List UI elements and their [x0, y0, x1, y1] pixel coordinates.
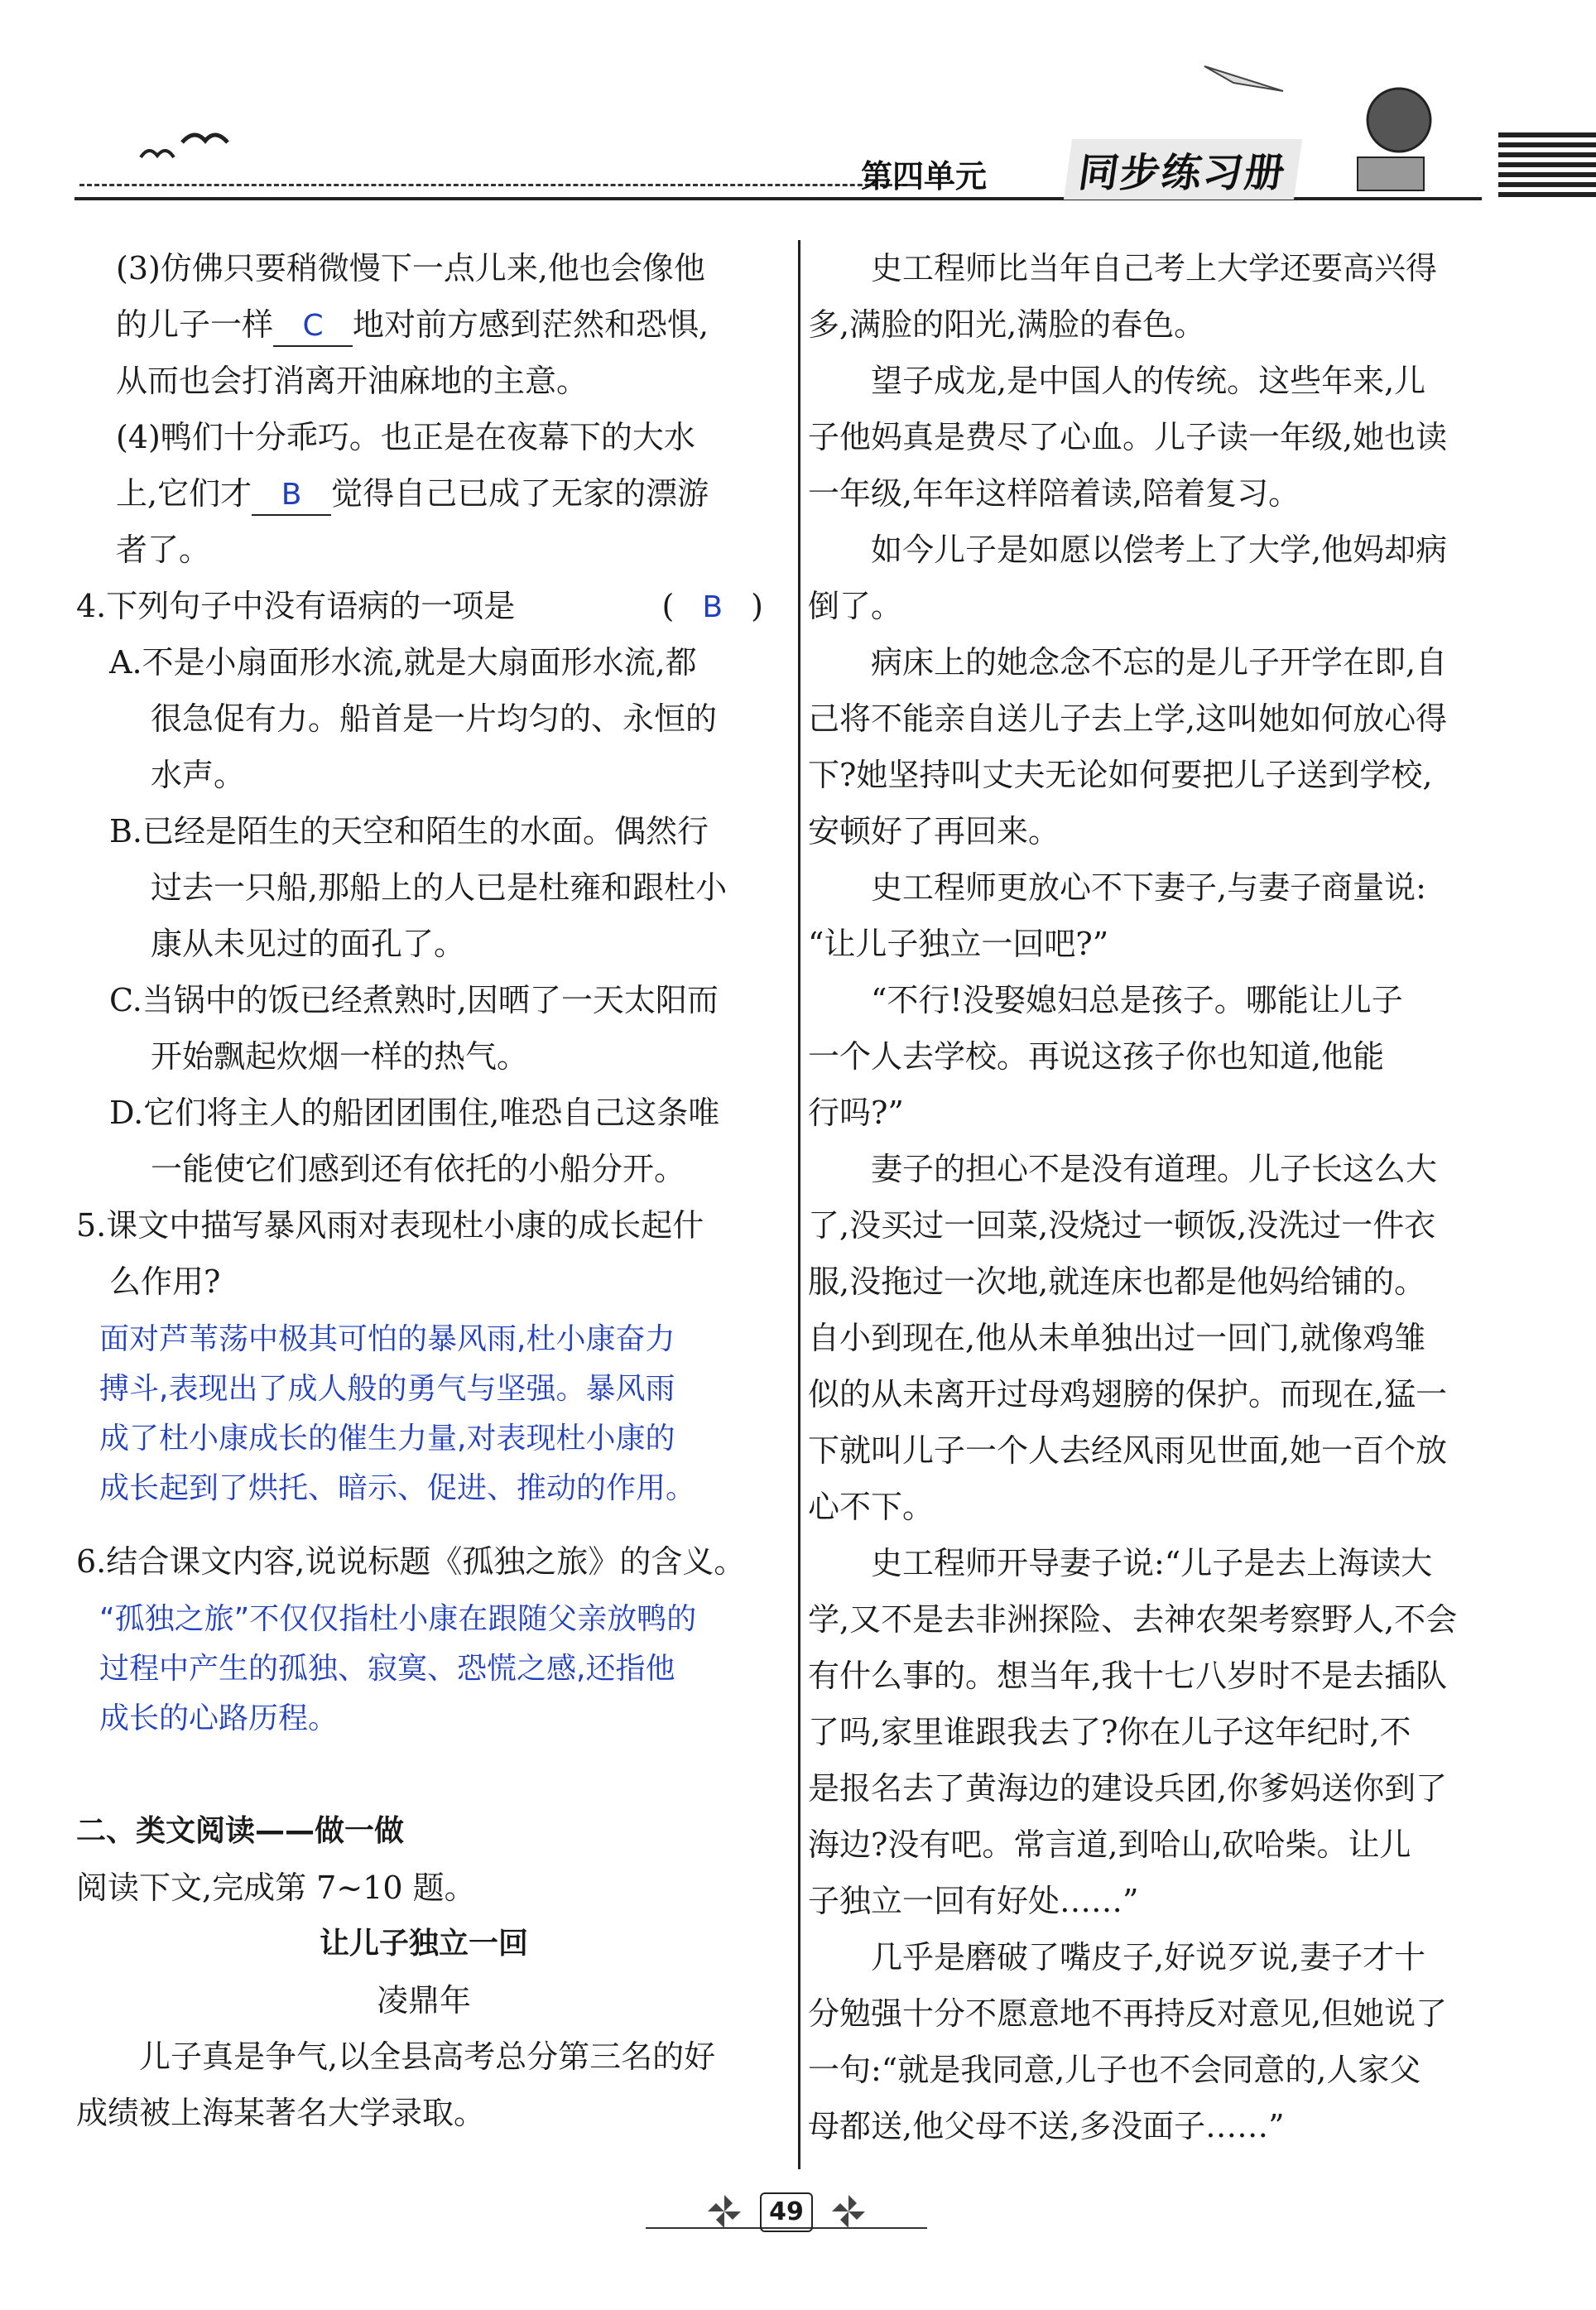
essay-author: 凌鼎年: [376, 1982, 471, 2019]
answer-line: 搏斗,表现出了成人般的勇气与坚强。暴风雨: [99, 1372, 675, 1406]
essay-line: 了吗,家里谁跟我去了?你在儿子这年纪时,不: [808, 1714, 1411, 1750]
q5-answer: [76, 1315, 772, 1514]
answer-line: 成了杜小康成长的催生力量,对表现杜小康的: [99, 1422, 675, 1456]
globe-icon: [1341, 83, 1440, 199]
answer-bracket: [661, 578, 763, 636]
pinwheel-icon: [828, 2191, 869, 2232]
option-b-cont: 康从未见过的面孔了。: [151, 926, 466, 962]
essay-line: 一句:“就是我同意,儿子也不会同意的,人家父: [808, 2052, 1421, 2088]
essay-line: 史工程师开导妻子说:“儿子是去上海读大: [871, 1545, 1433, 1581]
option-c-cont: 开始飘起炊烟一样的热气。: [151, 1038, 529, 1075]
essay-line: 倒了。: [808, 588, 903, 624]
option-a-cont: 水声。: [151, 757, 246, 793]
essay-line: 如今儿子是如愿以偿考上了大学,他妈却病: [871, 532, 1448, 568]
page-header: [0, 0, 1596, 215]
text: 地对前方感到茫然和恐惧,: [353, 306, 709, 343]
essay-line: “让儿子独立一回吧?”: [808, 926, 1109, 962]
header-decoration-bars: [1498, 132, 1596, 207]
page-footer: [0, 2186, 1596, 2252]
answer-c: C: [302, 309, 324, 343]
essay-line: 史工程师更放心不下妻子,与妻子商量说:: [871, 869, 1426, 906]
answer-blank: [252, 474, 331, 516]
essay-title: 让儿子独立一回: [319, 1927, 528, 1961]
essay-line: 子他妈真是费尽了心血。儿子读一年级,她也读: [808, 419, 1448, 455]
essay-line: 己将不能亲自送儿子去上学,这叫她如何放心得: [808, 700, 1448, 737]
option-b-cont: 过去一只船,那船上的人已是杜雍和跟杜小: [151, 869, 728, 906]
text: 上,它们才: [116, 475, 252, 512]
answer-line: 成长起到了烘托、暗示、促进、推动的作用。: [99, 1471, 696, 1505]
option-d: D.它们将主人的船团团围住,唯恐自己这条唯: [109, 1095, 720, 1131]
essay-line: 有什么事的。想当年,我十七八岁时不是去插队: [808, 1658, 1448, 1694]
essay-line: 望子成龙,是中国人的传统。这些年来,儿: [871, 363, 1426, 399]
bracket-open: (: [661, 588, 675, 624]
essay-line: 分勉强十分不愿意地不再持反对意见,但她说了: [808, 1995, 1448, 2032]
answer-line: 过程中产生的孤独、寂寞、恐慌之感,还指他: [99, 1652, 675, 1686]
q6-stem: 6.结合课文内容,说说标题《孤独之旅》的含义。: [76, 1543, 746, 1580]
paper-plane-icon: [1200, 58, 1291, 108]
essay-paragraph: 儿子真是争气,以全县高考总分第三名的好: [139, 2038, 716, 2075]
answer-line: 面对芦苇荡中极其可怕的暴风雨,杜小康奋力: [99, 1322, 675, 1356]
answer-line: “孤独之旅”不仅仅指杜小康在跟随父亲放鸭的: [99, 1602, 697, 1636]
essay-line: 自小到现在,他从未单独出过一回门,就像鸡雏: [808, 1320, 1426, 1356]
essay-line: 安顿好了再回来。: [808, 813, 1060, 849]
answer-blank: [273, 306, 353, 347]
answer-b: B: [702, 590, 723, 624]
bracket-close: ): [751, 588, 763, 624]
q5-stem-cont: 么作用?: [109, 1263, 221, 1300]
birds-icon: [132, 124, 232, 174]
option-d-cont: 一能使它们感到还有依托的小船分开。: [151, 1151, 686, 1187]
text: 觉得自己已成了无家的漂游: [331, 475, 709, 512]
essay-line: 子独立一回有好处……”: [808, 1883, 1139, 1919]
left-column: [76, 240, 772, 2141]
essay-line: 几乎是磨破了嘴皮子,好说歹说,妻子才十: [871, 1939, 1426, 1976]
column-divider: [798, 240, 800, 2169]
option-c: C.当锅中的饭已经煮熟时,因晒了一天太阳而: [109, 982, 719, 1018]
essay-line: 是报名去了黄海边的建设兵团,你爹妈送你到了: [808, 1770, 1448, 1807]
essay-line: 服,没拖过一次地,就连床也都是他妈给铺的。: [808, 1263, 1426, 1300]
essay-line: 一个人去学校。再说这孩子你也知道,他能: [808, 1038, 1385, 1075]
pinwheel-icon: [704, 2191, 745, 2232]
right-column: [808, 240, 1503, 2154]
essay-line: 了,没买过一回菜,没烧过一顿饭,没洗过一件衣: [808, 1207, 1436, 1244]
q4-stem: [76, 578, 772, 634]
q5-stem: 5.课文中描写暴风雨对表现杜小康的成长起什: [76, 1207, 704, 1244]
q4-text: 4.下列句子中没有语病的一项是: [76, 588, 516, 624]
essay-line: 母都送,他父母不送,多没面子……”: [808, 2108, 1285, 2144]
essay-paragraph-cont: 成绩被上海某著名大学录取。: [76, 2095, 486, 2131]
essay-line: 海边?没有吧。常言道,到哈山,砍哈柴。让儿: [808, 1826, 1411, 1863]
q3-line: (4)鸭们十分乖巧。也正是在夜幕下的大水: [116, 419, 695, 455]
q3-line: [76, 465, 772, 522]
essay-line: 下?她坚持叫丈夫无论如何要把儿子送到学校,: [808, 757, 1433, 793]
page-number: 49: [760, 2192, 813, 2232]
section-title: 二、类文阅读——做一做: [76, 1814, 405, 1848]
text: 的儿子一样: [116, 306, 274, 343]
essay-line: 妻子的担心不是没有道理。儿子长这么大: [871, 1151, 1438, 1187]
essay-line: 行吗?”: [808, 1095, 904, 1131]
book-title: 同步练习册: [1064, 139, 1302, 200]
option-a: A.不是小扇面形水流,就是大扇面形水流,都: [109, 644, 697, 681]
q6-answer: [76, 1595, 772, 1744]
q3-line: [76, 296, 772, 353]
essay-line: 似的从未离开过母鸡翅膀的保护。而现在,猛一: [808, 1376, 1448, 1412]
essay-line: 病床上的她念念不忘的是儿子开学在即,自: [871, 644, 1448, 681]
instruction: 阅读下文,完成第 7~10 题。: [76, 1870, 476, 1906]
header-dashed-rule: [79, 184, 907, 186]
essay-line: 史工程师比当年自己考上大学还要高兴得: [871, 250, 1438, 286]
essay-line: 学,又不是去非洲探险、去神农架考察野人,不会: [808, 1601, 1458, 1638]
essay-line: 一年级,年年这样陪着读,陪着复习。: [808, 475, 1300, 512]
option-a-cont: 很急促有力。船首是一片均匀的、永恒的: [151, 700, 718, 737]
unit-label: 第四单元: [861, 158, 988, 195]
essay-line: “不行!没娶媳妇总是孩子。哪能让儿子: [871, 982, 1403, 1018]
answer-line: 成长的心路历程。: [99, 1701, 339, 1735]
option-b: B.已经是陌生的天空和陌生的水面。偶然行: [109, 813, 709, 849]
answer-b: B: [281, 478, 302, 512]
q3-line: 者了。: [116, 532, 211, 568]
essay-line: 多,满脸的阳光,满脸的春色。: [808, 306, 1206, 343]
essay-line: 心不下。: [808, 1489, 935, 1525]
q3-line: 从而也会打消离开油麻地的主意。: [116, 363, 589, 399]
essay-line: 下就叫儿子一个人去经风雨见世面,她一百个放: [808, 1432, 1448, 1469]
q3-4-line: (3)仿佛只要稍微慢下一点儿来,他也会像他: [116, 250, 705, 286]
